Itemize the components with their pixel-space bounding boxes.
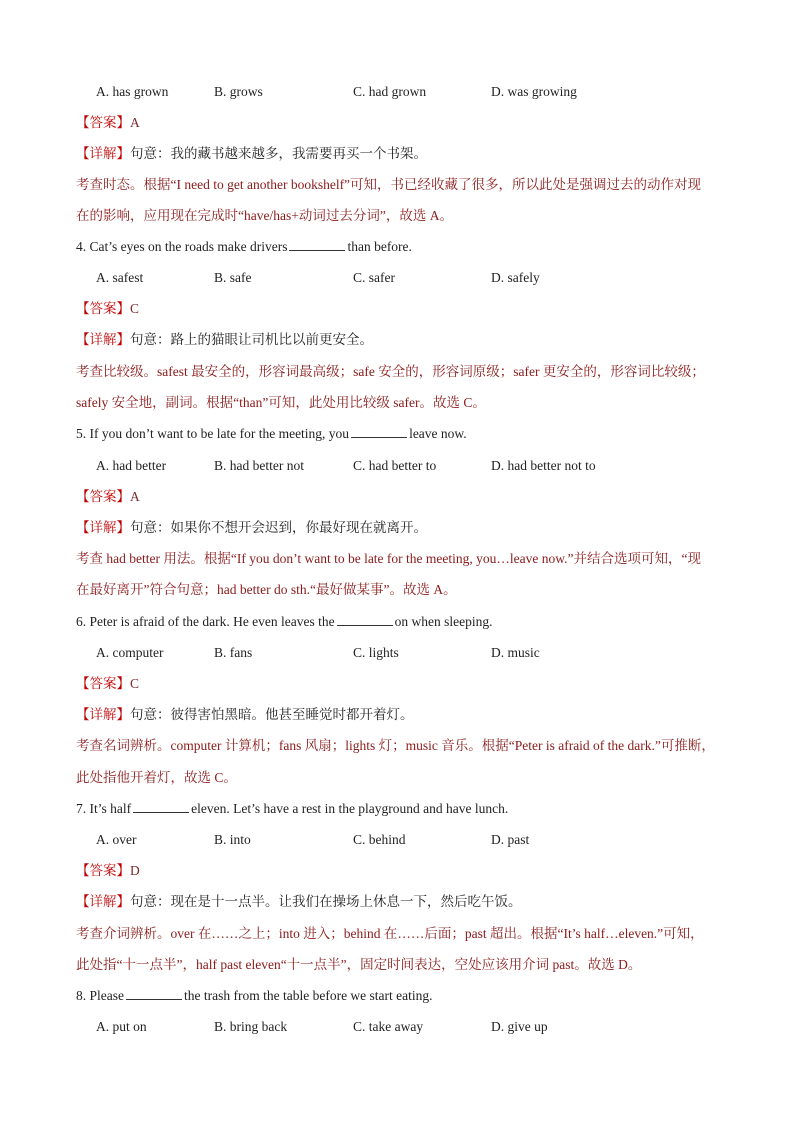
q6-option-d: D. music — [491, 645, 540, 660]
q7-option-c: C. behind — [353, 832, 406, 847]
q8-blank — [126, 987, 182, 1000]
q5-explanation-1: 考查 had better 用法。根据“If you don’t want to be late for the meeting, you…leave now.”并结合选项可知，“现 — [76, 551, 701, 566]
q3-option-c: C. had grown — [353, 84, 427, 99]
q4-detail — [76, 330, 736, 350]
q7-question — [76, 799, 736, 819]
q6-option-b: B. fans — [214, 645, 253, 660]
q6-text-post: on when sleeping. — [394, 614, 493, 629]
q6-text-pre: 6. Peter is afraid of the dark. He even leaves the — [76, 614, 335, 629]
answer-value: A — [130, 489, 140, 504]
q5-blank — [351, 425, 407, 438]
q7-text-pre: 7. It’s half — [76, 801, 132, 816]
q7-text-post: eleven. Let’s have a rest in the playground and have lunch. — [191, 801, 509, 816]
q3-explanation-1: 考查时态。根据“I need to get another bookshelf”可知，书已经收藏了很多，所以此处是强调过去的动作对现 — [76, 177, 702, 192]
q4-text-pre: 4. Cat’s eyes on the roads make drivers — [76, 239, 288, 254]
q3-answer — [76, 113, 736, 133]
detail-text: 句意：如果你不想开会迟到，你最好现在就离开。 — [130, 520, 427, 535]
detail-tag: 【详解】 — [76, 520, 130, 535]
q4-question — [76, 237, 736, 257]
q3-option-d: D. was growing — [491, 84, 577, 99]
answer-value: C — [130, 676, 140, 691]
q5-option-b: B. had better not — [214, 458, 304, 473]
q6-option-a: A. computer — [96, 645, 164, 660]
q7-option-d: D. past — [491, 832, 530, 847]
q6-explanation-1: 考查名词辨析。computer 计算机；fans 风扇；lights 灯；music 音乐。根据“Peter is afraid of the dark.”可推断， — [76, 738, 715, 753]
q6-option-c: C. lights — [353, 645, 399, 660]
q5-answer — [76, 487, 736, 507]
q3-explanation-2: 在的影响，应用现在完成时“have/has+动词过去分词”，故选 A。 — [76, 208, 453, 223]
q8-option-a: A. put on — [96, 1019, 147, 1034]
q4-option-a: A. safest — [96, 270, 144, 285]
q8-option-c: C. take away — [353, 1019, 424, 1034]
detail-text: 句意：彼得害怕黑暗。他甚至睡觉时都开着灯。 — [130, 707, 414, 722]
q8-text-pre: 8. Please — [76, 988, 124, 1003]
answer-tag: 【答案】 — [76, 115, 130, 130]
q4-explanation-2: safely 安全地，副词。根据“than”可知，此处用比较级 safer。故选 C。 — [76, 395, 486, 410]
detail-text: 句意：现在是十一点半。让我们在操场上休息一下，然后吃午饭。 — [130, 894, 522, 909]
q5-option-a: A. had better — [96, 458, 167, 473]
q5-option-c: C. had better to — [353, 458, 437, 473]
q3-option-b: B. grows — [214, 84, 263, 99]
detail-tag: 【详解】 — [76, 894, 130, 909]
q7-explanation-2: 此处指“十一点半”，half past eleven“十一点半”，固定时间表达，空处应该用介词 past。故选 D。 — [76, 957, 642, 972]
detail-text: 句意：路上的猫眼让司机比以前更安全。 — [130, 332, 373, 347]
q4-explanation-1: 考查比较级。safest 最安全的，形容词最高级；safe 安全的，形容词原级；safer 更安全的，形容词比较级； — [76, 364, 705, 379]
answer-tag: 【答案】 — [76, 863, 130, 878]
q3-option-a: A. has grown — [96, 84, 169, 99]
detail-tag: 【详解】 — [76, 707, 130, 722]
q7-option-b: B. into — [214, 832, 251, 847]
q4-blank — [289, 238, 345, 251]
q5-question — [76, 424, 736, 444]
q6-question — [76, 612, 736, 632]
q4-option-c: C. safer — [353, 270, 395, 285]
q4-option-d: D. safely — [491, 270, 540, 285]
q7-detail — [76, 892, 736, 912]
q7-explanation-1: 考查介词辨析。over 在……之上；into 进入；behind 在……后面；past 超出。根据“It’s half…eleven.”可知， — [76, 926, 704, 941]
detail-tag: 【详解】 — [76, 332, 130, 347]
q5-option-d: D. had better not to — [491, 458, 596, 473]
q8-question — [76, 986, 736, 1006]
q6-blank — [337, 613, 393, 626]
q4-text-post: than before. — [347, 239, 412, 254]
q5-detail — [76, 518, 736, 538]
answer-value: A — [130, 115, 140, 130]
q7-blank — [133, 800, 189, 813]
q7-answer — [76, 861, 736, 881]
detail-text: 句意：我的藏书越来越多，我需要再买一个书架。 — [130, 146, 427, 161]
q8-option-d: D. give up — [491, 1019, 548, 1034]
answer-tag: 【答案】 — [76, 489, 130, 504]
q6-explanation-2: 此处指他开着灯，故选 C。 — [76, 770, 237, 785]
q7-option-a: A. over — [96, 832, 137, 847]
q8-text-post: the trash from the table before we start eating. — [184, 988, 433, 1003]
answer-value: C — [130, 301, 140, 316]
q5-text-pre: 5. If you don’t want to be late for the meeting, you — [76, 426, 350, 441]
q5-text-post: leave now. — [409, 426, 467, 441]
answer-value: D — [130, 863, 140, 878]
q6-answer — [76, 674, 736, 694]
answer-tag: 【答案】 — [76, 676, 130, 691]
detail-tag: 【详解】 — [76, 146, 130, 161]
q4-answer — [76, 299, 736, 319]
q8-option-b: B. bring back — [214, 1019, 288, 1034]
q6-detail — [76, 705, 736, 725]
answer-tag: 【答案】 — [76, 301, 130, 316]
q5-explanation-2: 在最好离开”符合句意；had better do sth.“最好做某事”。故选 A。 — [76, 582, 457, 597]
q3-detail — [76, 144, 736, 164]
q4-option-b: B. safe — [214, 270, 252, 285]
